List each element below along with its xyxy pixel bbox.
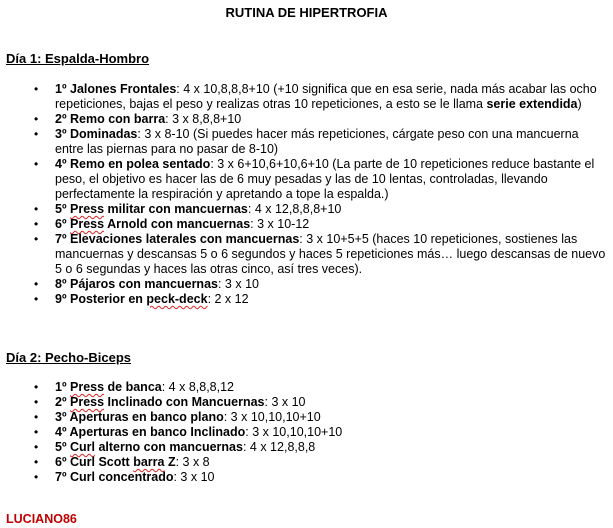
exercise-name-part: militar con mancuernas: [104, 202, 248, 216]
bullet-icon: •: [34, 292, 39, 306]
bullet-icon: •: [34, 112, 39, 126]
exercise-name: 7º Curl concentrado: [55, 470, 174, 484]
exercise-item: [0, 425, 613, 440]
exercise-detail: : 3 x 8,8,8+10: [165, 112, 242, 126]
exercise-name-part: Press: [70, 217, 105, 231]
exercise-detail-end: ): [577, 97, 582, 111]
day1-exercise-list: [0, 82, 613, 307]
bullet-icon: •: [34, 157, 39, 171]
exercise-item: [0, 292, 613, 307]
exercise-name: 7º Elevaciones laterales con mancuernas: [55, 232, 300, 246]
exercise-name-part: Press: [70, 202, 105, 216]
day2-heading: Día 2: Pecho-Biceps: [6, 350, 131, 365]
exercise-detail: : 3 x 8: [175, 455, 210, 469]
exercise-detail: : 3 x 10: [264, 395, 306, 409]
exercise-name: [55, 455, 176, 469]
exercise-name-part: barra: [133, 455, 165, 469]
exercise-detail: : 3 x 10-12: [250, 217, 310, 231]
bullet-icon: •: [34, 440, 39, 454]
exercise-detail: : 4 x 12,8,8,8+10: [247, 202, 342, 216]
bullet-icon: •: [34, 277, 39, 291]
exercise-detail-emphasis: serie extendida: [486, 97, 578, 111]
bullet-icon: •: [34, 202, 39, 216]
exercise-name: [55, 440, 243, 454]
exercise-item: [0, 410, 613, 425]
exercise-item: [0, 157, 613, 202]
exercise-name-part: Inclinado con Mancuernas: [104, 395, 265, 409]
exercise-name: [55, 395, 265, 409]
bullet-icon: •: [34, 395, 39, 409]
exercise-detail: : 3 x 10+5+5 (haces 10 repeticiones, sostienes las mancuernas y descansas 5 o 6 segundos y haces 5 repeticiones más… luego descansas de nuevo 5 o 6 segundas y haces las otras cinco, así tres veces).: [55, 232, 606, 276]
exercise-name-part: Press: [70, 380, 105, 394]
exercise-item: [0, 380, 613, 395]
exercise-detail: : 3 x 6+10,6+10,6+10 (La parte de 10 repeticiones reduce bastante el peso, el objetivo es hacer las de 6 muy pesadas y las de 10 lentas, controladas, llevando perfectamente la respiración y apretando a tope la espalda.): [55, 157, 595, 201]
document-title: RUTINA DE HIPERTROFIA: [225, 5, 388, 20]
exercise-name-part: 6º Curl Scott: [55, 455, 134, 469]
day2-exercise-list: [0, 380, 613, 485]
bullet-icon: •: [34, 232, 39, 246]
exercise-name-part: de banca: [104, 380, 162, 394]
exercise-name-part: Arnold con mancuernas: [104, 217, 251, 231]
bullet-icon: •: [34, 380, 39, 394]
exercise-name-part: 9º Posterior en: [55, 292, 147, 306]
day1-heading: Día 1: Espalda-Hombro: [6, 51, 150, 66]
exercise-name: 2º Remo con barra: [55, 112, 166, 126]
bullet-icon: •: [34, 455, 39, 469]
exercise-name-part: Press: [70, 395, 105, 409]
bullet-icon: •: [34, 217, 39, 231]
exercise-name: [55, 380, 162, 394]
exercise-name: [55, 217, 250, 231]
exercise-item: [0, 232, 613, 277]
exercise-item: [0, 440, 613, 455]
bullet-icon: •: [34, 470, 39, 484]
exercise-item: [0, 277, 613, 292]
exercise-item: [0, 202, 613, 217]
exercise-name-part: 2º: [55, 395, 70, 409]
bullet-icon: •: [34, 410, 39, 424]
exercise-item: [0, 470, 613, 485]
exercise-item: [0, 217, 613, 232]
exercise-item: [0, 82, 613, 112]
bullet-icon: •: [34, 425, 39, 439]
exercise-detail: : 3 x 10,10,10+10: [245, 425, 343, 439]
exercise-detail: : 2 x 12: [207, 292, 249, 306]
exercise-name-part: Z: [164, 455, 176, 469]
exercise-name-part: 1º: [55, 380, 70, 394]
exercise-detail: : 3 x 10: [217, 277, 259, 291]
exercise-name: 8º Pájaros con mancuernas: [55, 277, 218, 291]
exercise-name: 4º Aperturas en banco Inclinado: [55, 425, 246, 439]
exercise-name-part: Curl: [70, 440, 95, 454]
exercise-item: [0, 112, 613, 127]
exercise-item: [0, 395, 613, 410]
exercise-detail: : 3 x 10: [173, 470, 215, 484]
exercise-name: 1º Jalones Frontales: [55, 82, 177, 96]
exercise-name: [55, 202, 248, 216]
exercise-name: 3º Dominadas: [55, 127, 138, 141]
exercise-detail: : 3 x 10,10,10+10: [223, 410, 321, 424]
exercise-detail: : 4 x 12,8,8,8: [242, 440, 316, 454]
exercise-name-part: peck-deck: [146, 292, 208, 306]
exercise-name: 3º Aperturas en banco plano: [55, 410, 224, 424]
exercise-detail: : 3 x 8-10 (Si puedes hacer más repeticiones, cárgate peso con una mancuerna entre las piernas para no pasar de 8-10): [55, 127, 579, 156]
exercise-item: [0, 127, 613, 157]
exercise-name-part: 5º: [55, 202, 70, 216]
bullet-icon: •: [34, 127, 39, 141]
exercise-name-part: alterno con mancuernas: [95, 440, 243, 454]
exercise-detail: : 4 x 8,8,8,12: [161, 380, 235, 394]
author-signature: LUCIANO86: [6, 512, 77, 526]
exercise-detail: : 4 x 10,8,8,8+10 (+10 significa que en esa serie, nada más acabar las ocho repeticiones, bajas el peso y realizas otras 10 repeticiones, a esto se le llama: [55, 82, 597, 111]
exercise-name: 4º Remo en polea sentado: [55, 157, 211, 171]
exercise-item: [0, 455, 613, 470]
exercise-name-part: 5º: [55, 440, 70, 454]
exercise-name-part: 6º: [55, 217, 70, 231]
exercise-name: [55, 292, 208, 306]
bullet-icon: •: [34, 82, 39, 96]
